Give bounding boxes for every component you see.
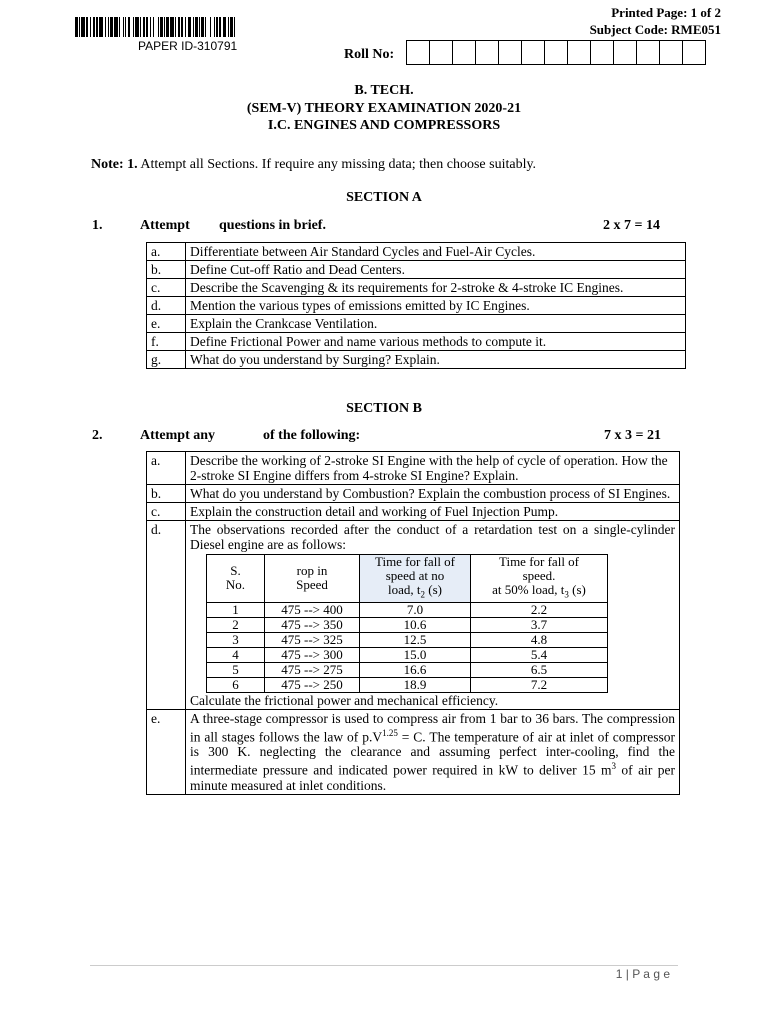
question-row (147, 279, 686, 297)
question-text: What do you understand by Surging? Explain. (186, 351, 686, 369)
question-row (147, 452, 680, 485)
barcode (75, 17, 307, 37)
section-a-heading: SECTION A (346, 190, 422, 205)
cell-serial-no: 1 (207, 602, 265, 617)
retardation-test-table (206, 554, 608, 693)
subject-title: I.C. ENGINES AND COMPRESSORS (267, 118, 501, 133)
question-row (147, 503, 680, 521)
cell-time-half-load: 5.4 (471, 647, 608, 662)
question-row (147, 521, 680, 710)
roll-number-box[interactable] (660, 40, 683, 65)
cell-time-no-load: 18.9 (360, 677, 471, 692)
header-text: Speed (296, 577, 328, 593)
barcode-bar (235, 17, 238, 37)
header-speed-drop (265, 555, 360, 603)
question-text: Mention the various types of emissions emitted by IC Engines. (186, 297, 686, 315)
question-row (147, 297, 686, 315)
roll-number-box[interactable] (683, 40, 706, 65)
cell-time-no-load: 12.5 (360, 632, 471, 647)
note-label: Note: (91, 157, 124, 172)
question-followup-text: Calculate the frictional power and mechanical efficiency. (190, 692, 499, 708)
printed-page: Printed Page: 1 of 2 (611, 5, 721, 20)
roll-number-box[interactable] (430, 40, 453, 65)
question-text: Define Frictional Power and name various methods to compute it. (186, 333, 686, 351)
cell-speed-drop: 475 --> 300 (265, 647, 360, 662)
question-label: a. (147, 243, 186, 261)
question-label: b. (147, 261, 186, 279)
header-text: Time for fall of (374, 554, 456, 569)
cell-speed-drop: 475 --> 275 (265, 662, 360, 677)
cell-time-no-load: 15.0 (360, 647, 471, 662)
header-text: load, t (388, 582, 421, 597)
cell-speed-drop: 475 --> 400 (265, 602, 360, 617)
header-subscript: 2 (420, 589, 426, 600)
cell-time-half-load: 6.5 (471, 662, 608, 677)
question-row (147, 709, 680, 794)
question-text: Explain the Crankcase Ventilation. (186, 315, 686, 333)
question-2-text-1: Attempt any (140, 428, 216, 443)
roll-number-label: Roll No: (344, 47, 395, 62)
header-text: No. (225, 577, 246, 593)
roll-number-box[interactable] (568, 40, 591, 65)
cell-serial-no: 2 (207, 617, 265, 632)
subject-code: Subject Code: RME051 (589, 22, 721, 37)
table-row (207, 617, 608, 632)
question-text: Describe the working of 2-stroke SI Engine with the help of cycle of operation. How the 2-stroke SI Engine differs from 4-stroke SI Engine? Explain. (186, 452, 680, 485)
question-2-number: 2. (92, 428, 103, 443)
header-subscript: 3 (564, 589, 569, 600)
question-label: e. (147, 709, 186, 794)
table-row (207, 602, 608, 617)
question-row (147, 485, 680, 503)
roll-number-box[interactable] (407, 40, 430, 65)
question-label: d. (147, 521, 186, 710)
question-label: a. (147, 452, 186, 485)
footer-divider (90, 965, 678, 966)
question-1-text-2: questions in brief. (219, 218, 326, 233)
cell-serial-no: 6 (207, 677, 265, 692)
cell-serial-no: 5 (207, 662, 265, 677)
note-text: Attempt all Sections. If require any missing data; then choose suitably. (140, 157, 537, 172)
table-row (207, 632, 608, 647)
exponent: 1.25 (382, 727, 398, 738)
question-text-part: A three-stage compressor is used to compress air from 1 bar to 36 bars. The compression in all stages follows the law of p.V (190, 710, 675, 745)
page-number: 1 (615, 967, 623, 981)
header-text: (s) (425, 582, 442, 597)
question-label: e. (147, 315, 186, 333)
exponent: 3 (611, 761, 616, 772)
roll-number-box[interactable] (591, 40, 614, 65)
cell-time-half-load: 3.7 (471, 617, 608, 632)
cell-time-no-load: 7.0 (360, 602, 471, 617)
header-time-half-load (471, 555, 608, 603)
question-row (147, 351, 686, 369)
question-1-number: 1. (92, 218, 103, 233)
question-text-part: of air per minute measured at inlet conditions. (190, 762, 675, 793)
note (91, 157, 536, 173)
roll-number-box[interactable] (522, 40, 545, 65)
table-row (207, 647, 608, 662)
cell-time-half-load: 2.2 (471, 602, 608, 617)
question-row (147, 315, 686, 333)
degree-title: B. TECH. (354, 83, 414, 98)
cell-serial-no: 4 (207, 647, 265, 662)
question-label: c. (147, 279, 186, 297)
question-row (147, 243, 686, 261)
question-label: c. (147, 503, 186, 521)
question-text: What do you understand by Combustion? Explain the combustion process of SI Engines. (186, 485, 680, 503)
question-text-part: = C. The temperature of air at inlet of compressor is 300 K. neglecting the clearance and assuming perfect inter-cooling, find the intermediate pressure and indicated power required in kW to deliver 15 m (190, 729, 675, 778)
roll-number-box[interactable] (637, 40, 660, 65)
cell-time-half-load: 7.2 (471, 677, 608, 692)
question-label: d. (147, 297, 186, 315)
cell-speed-drop: 475 --> 350 (265, 617, 360, 632)
header-text: speed at no (385, 568, 445, 583)
question-1-text-1: Attempt (140, 218, 190, 233)
cell-time-no-load: 16.6 (360, 662, 471, 677)
question-label: f. (147, 333, 186, 351)
roll-number-box[interactable] (545, 40, 568, 65)
roll-number-box[interactable] (476, 40, 499, 65)
question-label: g. (147, 351, 186, 369)
cell-speed-drop: 475 --> 325 (265, 632, 360, 647)
question-text: Describe the Scavenging & its requirements for 2-stroke & 4-stroke IC Engines. (186, 279, 686, 297)
question-text (186, 709, 680, 794)
note-number: 1. (127, 157, 138, 172)
cell-speed-drop: 475 --> 250 (265, 677, 360, 692)
question-text: Explain the construction detail and working of Fuel Injection Pump. (186, 503, 680, 521)
question-2-marks: 7 x 3 = 21 (604, 428, 661, 443)
cell-time-no-load: 10.6 (360, 617, 471, 632)
question-row (147, 333, 686, 351)
paper-id: PAPER ID-310791 (138, 39, 238, 53)
cell-serial-no: 3 (207, 632, 265, 647)
header-text: rop in (296, 563, 328, 579)
table-header-row (207, 555, 608, 603)
header-time-no-load (360, 555, 471, 603)
cell-time-half-load: 4.8 (471, 632, 608, 647)
roll-number-box[interactable] (453, 40, 476, 65)
question-text: Define Cut-off Ratio and Dead Centers. (186, 261, 686, 279)
header-text: S. (230, 563, 241, 579)
section-b-heading: SECTION B (346, 401, 422, 416)
header-serial-no (207, 555, 265, 603)
header-text: at 50% load, t (492, 582, 565, 597)
question-text: The observations recorded after the conduct of a retardation test on a single-cylinder Diesel engine are as follows: (190, 522, 675, 552)
question-row (147, 261, 686, 279)
question-label: b. (147, 485, 186, 503)
roll-number-boxes (406, 40, 706, 65)
roll-number-box[interactable] (499, 40, 522, 65)
table-row (207, 662, 608, 677)
page-word: P a g e (632, 967, 670, 981)
header-text: (s) (568, 582, 586, 597)
exam-title: (SEM-V) THEORY EXAMINATION 2020-21 (246, 101, 522, 116)
question-text: Differentiate between Air Standard Cycles and Fuel-Air Cycles. (186, 243, 686, 261)
table-row (207, 677, 608, 692)
section-b-questions-table (146, 451, 680, 795)
roll-number-box[interactable] (614, 40, 637, 65)
question-2-text-2: of the following: (263, 428, 361, 443)
header-text: speed. (522, 568, 556, 583)
footer-page-number: 1 | P a g e (615, 967, 670, 981)
section-a-questions-table (146, 242, 686, 369)
header-text: Time for fall of (498, 554, 580, 569)
question-1-marks: 2 x 7 = 14 (603, 218, 660, 233)
